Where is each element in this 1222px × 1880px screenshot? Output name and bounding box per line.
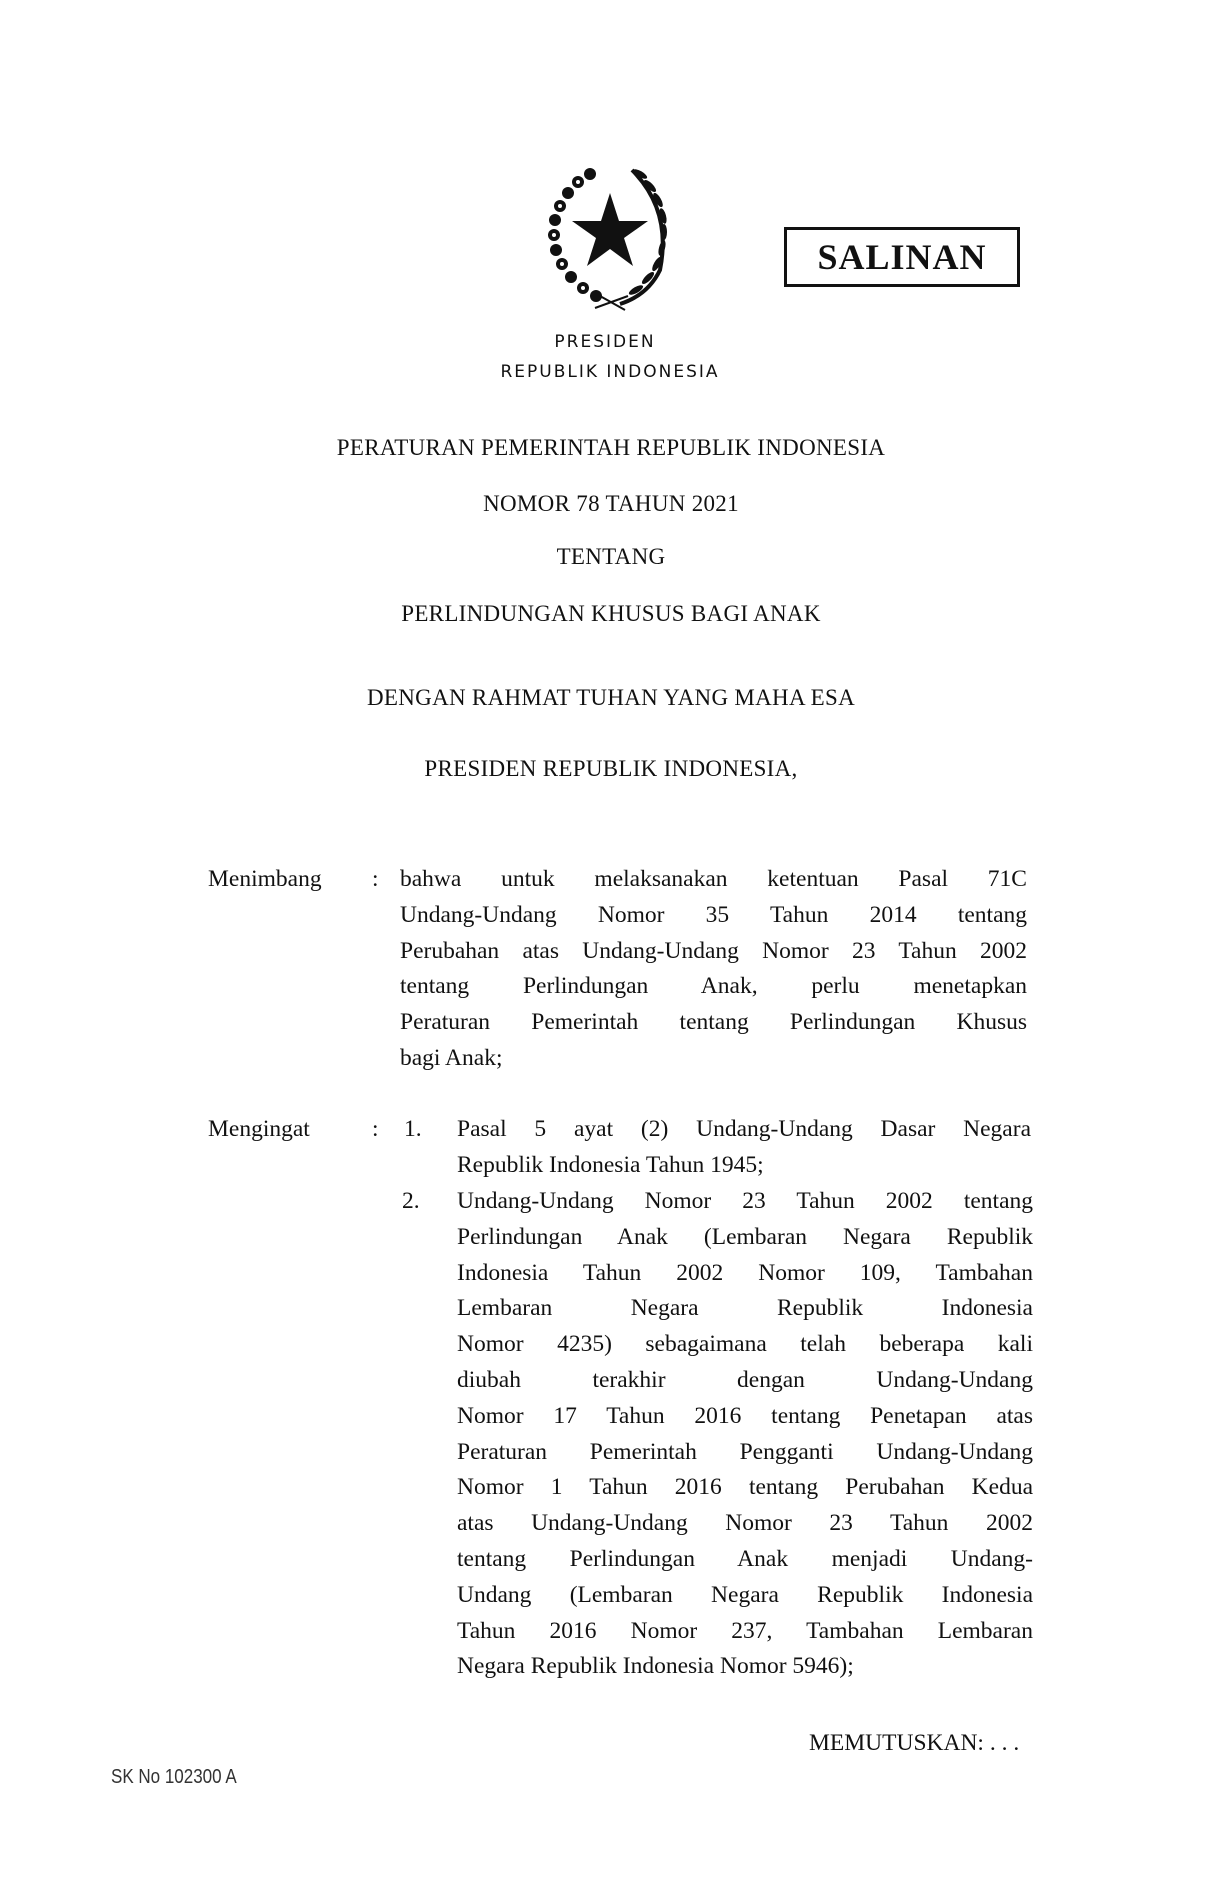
text-line: Perlindungan Anak (Lembaran Negara Republik: [457, 1223, 1033, 1250]
text-line: Republik Indonesia Tahun 1945;: [457, 1151, 764, 1178]
mengingat-item-2-text: [457, 1184, 1033, 1685]
text-line: Nomor 4235) sebagaimana telah beberapa kali: [457, 1331, 1033, 1358]
invocation: DENGAN RAHMAT TUHAN YANG MAHA ESA: [366, 685, 856, 710]
menimbang-text: [400, 862, 1027, 1077]
text-line: Indonesia Tahun 2002 Nomor 109, Tambahan: [457, 1259, 1033, 1286]
emblem-caption-presiden: PRESIDEN: [554, 332, 656, 352]
text-line: Tahun 2016 Nomor 237, Tambahan Lembaran: [457, 1617, 1033, 1644]
text-line: atas Undang-Undang Nomor 23 Tahun 2002: [457, 1510, 1033, 1537]
text-line: tentang Perlindungan Anak, perlu menetapkan: [400, 973, 1027, 1000]
mengingat-colon: :: [372, 1116, 379, 1142]
emblem-caption-republik: REPUBLIK INDONESIA: [500, 362, 720, 382]
text-line: Nomor 1 Tahun 2016 tentang Perubahan Kedua: [457, 1474, 1033, 1501]
text-line: Nomor 17 Tahun 2016 tentang Penetapan atas: [457, 1402, 1033, 1429]
text-line: Negara Republik Indonesia Nomor 5946);: [457, 1653, 854, 1680]
regulation-title: PERATURAN PEMERINTAH REPUBLIK INDONESIA: [336, 435, 886, 460]
presidential-emblem: [540, 160, 676, 318]
text-line: Peraturan Pemerintah tentang Perlindungan Khusus: [400, 1009, 1027, 1036]
star-wreath-icon: [540, 160, 676, 318]
text-line: Peraturan Pemerintah Pengganti Undang-Undang: [457, 1438, 1033, 1465]
text-line: Undang-Undang Nomor 35 Tahun 2014 tentang: [400, 901, 1027, 928]
salinan-stamp: SALINAN: [784, 227, 1020, 287]
text-line: bagi Anak;: [400, 1044, 503, 1071]
text-line: Undang (Lembaran Negara Republik Indonesia: [457, 1581, 1033, 1608]
text-line: Lembaran Negara Republik Indonesia: [457, 1295, 1033, 1322]
mengingat-item-1-text: [457, 1112, 1031, 1184]
sk-number: SK No 102300 A: [111, 1766, 237, 1788]
text-line: Pasal 5 ayat (2) Undang-Undang Dasar Negara: [457, 1116, 1031, 1142]
regulation-number: NOMOR 78 TAHUN 2021: [483, 491, 739, 516]
text-line: bahwa untuk melaksanakan ketentuan Pasal 71C: [400, 866, 1027, 892]
continuation-marker: MEMUTUSKAN: . . .: [809, 1730, 1020, 1756]
text-line: tentang Perlindungan Anak menjadi Undang-: [457, 1545, 1033, 1572]
text-line: Perubahan atas Undang-Undang Nomor 23 Tahun 2002: [400, 937, 1027, 964]
mengingat-item-2-number: 2.: [402, 1188, 420, 1214]
text-line: diubah terakhir dengan Undang-Undang: [457, 1366, 1033, 1393]
text-line: Undang-Undang Nomor 23 Tahun 2002 tentang: [457, 1188, 1033, 1214]
mengingat-label: Mengingat: [208, 1116, 310, 1142]
menimbang-colon: :: [372, 866, 379, 892]
tentang-heading: TENTANG: [556, 544, 666, 569]
mengingat-item-1-number: 1.: [404, 1116, 422, 1142]
menimbang-label: Menimbang: [208, 866, 322, 892]
issuer: PRESIDEN REPUBLIK INDONESIA,: [424, 756, 798, 781]
regulation-subject: PERLINDUNGAN KHUSUS BAGI ANAK: [401, 601, 821, 626]
